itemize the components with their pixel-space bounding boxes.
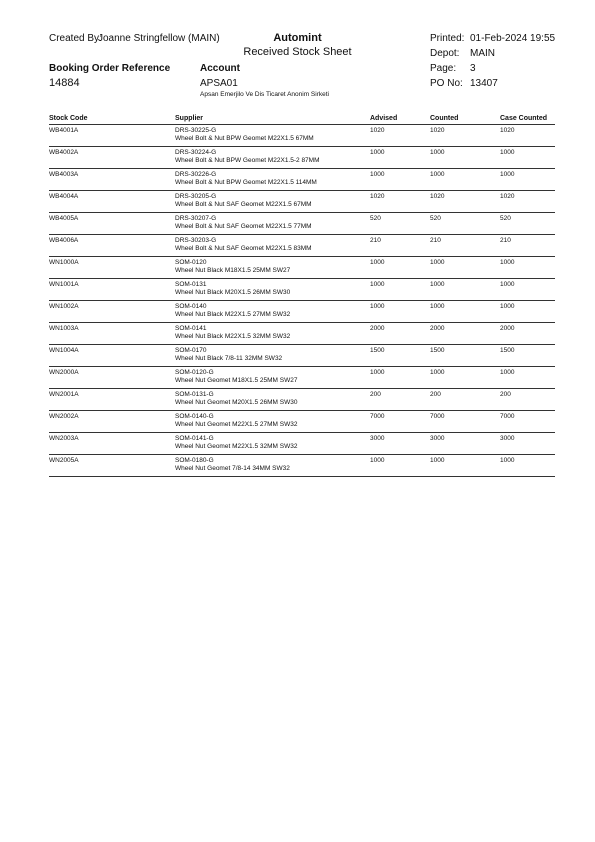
depot-value: MAIN — [470, 48, 495, 59]
counted-qty: 1000 — [430, 171, 445, 178]
account-label: Account — [200, 63, 240, 74]
counted-qty: 1000 — [430, 369, 445, 376]
account-name: Apsan Emerjilo Ve Dis Ticaret Anonim Sirketi — [200, 91, 329, 98]
stock-code: WN2005A — [49, 457, 79, 464]
case-counted-qty: 1000 — [500, 259, 515, 266]
supplier-code: SOM-0131-G — [175, 391, 214, 398]
supplier-code: SOM-0180-G — [175, 457, 214, 464]
item-description: Wheel Nut Geomet M18X1.5 25MM SW27 — [175, 377, 298, 384]
created-by-value: Joanne Stringfellow (MAIN) — [98, 33, 220, 44]
row-rule — [49, 432, 555, 433]
advised-qty: 1000 — [370, 303, 385, 310]
advised-qty: 1000 — [370, 259, 385, 266]
item-description: Wheel Nut Geomet M22X1.5 32MM SW32 — [175, 443, 298, 450]
item-description: Wheel Bolt & Nut SAF Geomet M22X1.5 83MM — [175, 245, 312, 252]
document-title: Received Stock Sheet — [243, 46, 352, 58]
supplier-code: DRS-30205-G — [175, 193, 217, 200]
stock-code: WN1001A — [49, 281, 79, 288]
col-case-counted: Case Counted — [500, 115, 548, 122]
row-rule — [49, 454, 555, 455]
stock-code: WN1004A — [49, 347, 79, 354]
item-description: Wheel Nut Black M22X1.5 32MM SW32 — [175, 333, 291, 340]
depot-label: Depot: — [430, 48, 460, 59]
counted-qty: 1500 — [430, 347, 445, 354]
supplier-code: SOM-0120-G — [175, 369, 214, 376]
supplier-code: SOM-0140 — [175, 303, 207, 310]
col-counted: Counted — [430, 115, 459, 122]
stock-code: WB4003A — [49, 171, 79, 178]
stock-code: WN2003A — [49, 435, 79, 442]
page-value: 3 — [470, 63, 476, 74]
printed-label: Printed: — [430, 33, 465, 44]
advised-qty: 1500 — [370, 347, 385, 354]
item-description: Wheel Nut Black M18X1.5 25MM SW27 — [175, 267, 291, 274]
supplier-code: DRS-30226-G — [175, 171, 217, 178]
item-description: Wheel Nut Geomet 7/8-14 34MM SW32 — [175, 465, 290, 472]
case-counted-qty: 3000 — [500, 435, 515, 442]
item-description: Wheel Nut Black M22X1.5 27MM SW32 — [175, 311, 291, 318]
row-rule — [49, 300, 555, 301]
supplier-code: DRS-30224-G — [175, 149, 217, 156]
supplier-code: SOM-0131 — [175, 281, 207, 288]
case-counted-qty: 1000 — [500, 171, 515, 178]
stock-code: WN1003A — [49, 325, 79, 332]
case-counted-qty: 1000 — [500, 369, 515, 376]
advised-qty: 1000 — [370, 281, 385, 288]
row-rule — [49, 212, 555, 213]
advised-qty: 7000 — [370, 413, 385, 420]
case-counted-qty: 1020 — [500, 193, 515, 200]
booking-ref-value: 14884 — [49, 77, 80, 89]
account-code: APSA01 — [200, 78, 238, 89]
advised-qty: 2000 — [370, 325, 385, 332]
counted-qty: 1000 — [430, 149, 445, 156]
counted-qty: 210 — [430, 237, 441, 244]
counted-qty: 520 — [430, 215, 441, 222]
counted-qty: 1000 — [430, 259, 445, 266]
item-description: Wheel Bolt & Nut SAF Geomet M22X1.5 67MM — [175, 201, 312, 208]
counted-qty: 1020 — [430, 193, 445, 200]
advised-qty: 1020 — [370, 193, 385, 200]
row-rule — [49, 278, 555, 279]
supplier-code: SOM-0170 — [175, 347, 207, 354]
stock-code: WN2000A — [49, 369, 79, 376]
case-counted-qty: 520 — [500, 215, 511, 222]
po-value: 13407 — [470, 78, 498, 89]
row-rule — [49, 388, 555, 389]
counted-qty: 1000 — [430, 457, 445, 464]
advised-qty: 1000 — [370, 369, 385, 376]
booking-ref-label: Booking Order Reference — [49, 63, 171, 74]
supplier-code: SOM-0141-G — [175, 435, 214, 442]
item-description: Wheel Nut Geomet M20X1.5 26MM SW30 — [175, 399, 298, 406]
row-rule — [49, 146, 555, 147]
supplier-code: DRS-30203-G — [175, 237, 217, 244]
case-counted-qty: 1000 — [500, 303, 515, 310]
counted-qty: 1020 — [430, 127, 445, 134]
counted-qty: 1000 — [430, 303, 445, 310]
item-description: Wheel Bolt & Nut BPW Geomet M22X1.5 114MM — [175, 179, 317, 186]
item-description: Wheel Nut Geomet M22X1.5 27MM SW32 — [175, 421, 298, 428]
advised-qty: 520 — [370, 215, 381, 222]
supplier-code: DRS-30225-G — [175, 127, 217, 134]
counted-qty: 7000 — [430, 413, 445, 420]
row-rule — [49, 168, 555, 169]
case-counted-qty: 1000 — [500, 281, 515, 288]
row-rule — [49, 322, 555, 323]
item-description: Wheel Bolt & Nut BPW Geomet M22X1.5 67MM — [175, 135, 314, 142]
case-counted-qty: 210 — [500, 237, 511, 244]
counted-qty: 2000 — [430, 325, 445, 332]
stock-code: WB4004A — [49, 193, 79, 200]
row-rule — [49, 366, 555, 367]
case-counted-qty: 2000 — [500, 325, 515, 332]
advised-qty: 200 — [370, 391, 381, 398]
stock-code: WB4002A — [49, 149, 79, 156]
row-rule — [49, 234, 555, 235]
counted-qty: 1000 — [430, 281, 445, 288]
supplier-code: SOM-0140-G — [175, 413, 214, 420]
item-description: Wheel Nut Black M20X1.5 26MM SW30 — [175, 289, 291, 296]
col-supplier: Supplier — [175, 115, 204, 122]
counted-qty: 200 — [430, 391, 441, 398]
case-counted-qty: 1020 — [500, 127, 515, 134]
row-rule — [49, 256, 555, 257]
row-rule — [49, 476, 555, 477]
po-label: PO No: — [430, 78, 463, 89]
printed-value: 01-Feb-2024 19:55 — [470, 33, 556, 44]
advised-qty: 1000 — [370, 457, 385, 464]
header-rule — [49, 124, 555, 125]
stock-code: WN2002A — [49, 413, 79, 420]
case-counted-qty: 1000 — [500, 149, 515, 156]
advised-qty: 1020 — [370, 127, 385, 134]
stock-code: WB4005A — [49, 215, 79, 222]
stock-code: WB4001A — [49, 127, 79, 134]
row-rule — [49, 410, 555, 411]
stock-code: WN2001A — [49, 391, 79, 398]
advised-qty: 1000 — [370, 149, 385, 156]
case-counted-qty: 7000 — [500, 413, 515, 420]
item-description: Wheel Bolt & Nut SAF Geomet M22X1.5 77MM — [175, 223, 312, 230]
advised-qty: 210 — [370, 237, 381, 244]
row-rule — [49, 190, 555, 191]
company-name: Automint — [273, 32, 322, 44]
stock-code: WN1000A — [49, 259, 79, 266]
item-description: Wheel Bolt & Nut BPW Geomet M22X1.5-2 87MM — [175, 157, 320, 164]
case-counted-qty: 1500 — [500, 347, 515, 354]
row-rule — [49, 344, 555, 345]
counted-qty: 3000 — [430, 435, 445, 442]
col-advised: Advised — [370, 115, 398, 122]
supplier-code: SOM-0120 — [175, 259, 207, 266]
advised-qty: 3000 — [370, 435, 385, 442]
created-by-label: Created By: — [49, 33, 102, 44]
case-counted-qty: 1000 — [500, 457, 515, 464]
item-description: Wheel Nut Black 7/8-11 32MM SW32 — [175, 355, 283, 362]
supplier-code: SOM-0141 — [175, 325, 207, 332]
case-counted-qty: 200 — [500, 391, 511, 398]
stock-code: WB4006A — [49, 237, 79, 244]
supplier-code: DRS-30207-G — [175, 215, 217, 222]
col-stock-code: Stock Code — [49, 115, 88, 122]
page-label: Page: — [430, 63, 457, 74]
advised-qty: 1000 — [370, 171, 385, 178]
stock-code: WN1002A — [49, 303, 79, 310]
